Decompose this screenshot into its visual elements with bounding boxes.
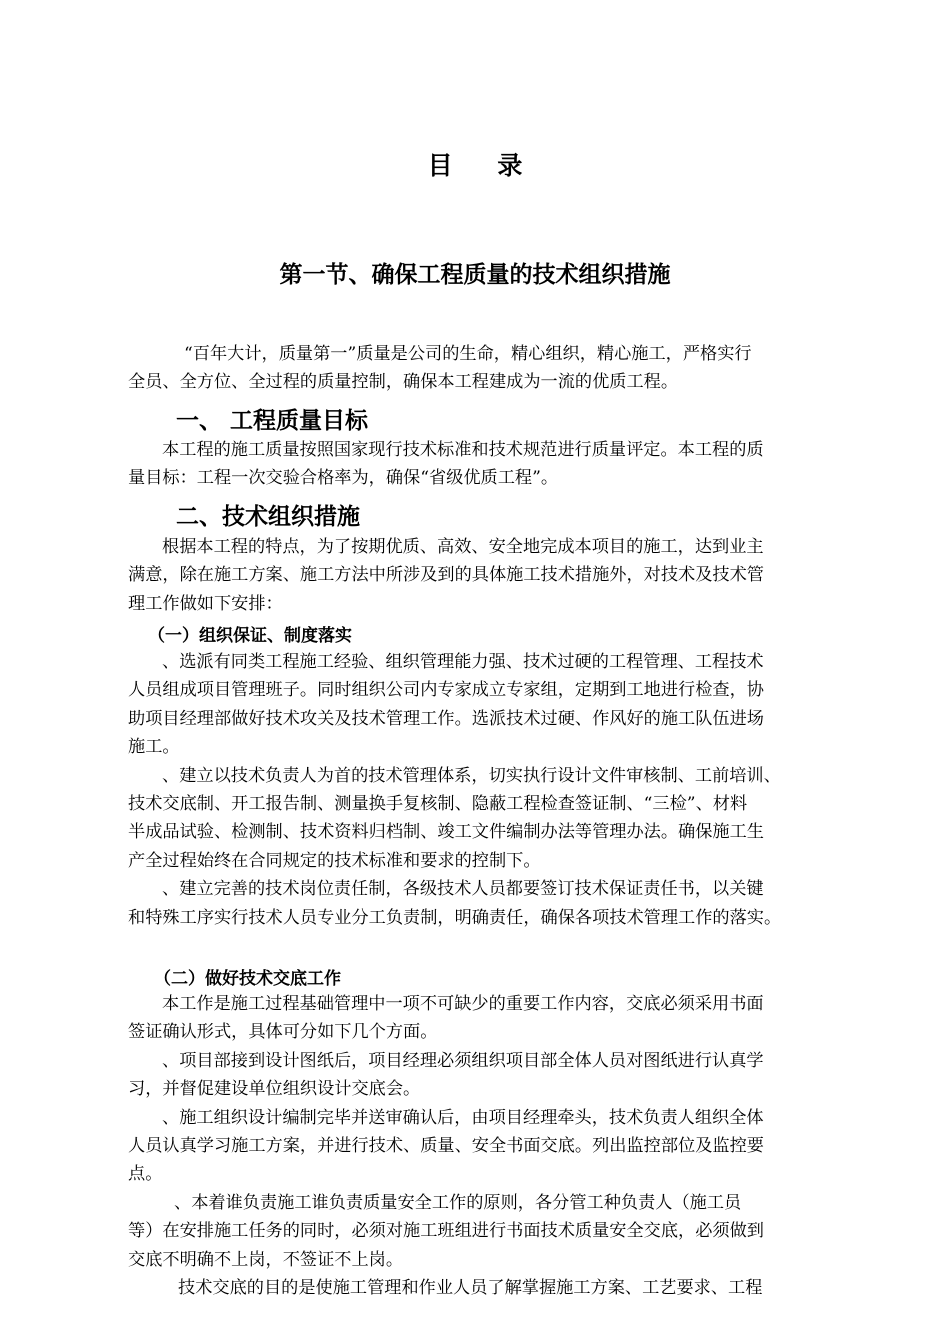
- heading-technical-measures: 二、技术组织措施: [176, 503, 360, 530]
- text-line: 点。: [128, 1164, 163, 1185]
- text-line: 本工程的施工质量按照国家现行技术标准和技术规范进行质量评定。本工程的质: [162, 440, 764, 460]
- text-line: 、施工组织设计编制完毕并送审确认后，由项目经理牵头，技术负责人组织全体: [162, 1107, 764, 1128]
- text-line: 理工作做如下安排：: [128, 593, 283, 614]
- subheading-technical-briefing: （二）做好技术交底工作: [154, 969, 341, 989]
- briefing-paragraphs: [128, 990, 840, 1302]
- text-line: 等）在安排施工任务的同时，必须对施工班组进行书面技术质量安全交底，必须做到: [128, 1221, 764, 1242]
- text-line: “百年大计，质量第一”质量是公司的生命，精心组织，精心施工，严格实行: [184, 344, 752, 364]
- text-line: 助项目经理部做好技术攻关及技术管理工作。选派技术过硬、作风好的施工队伍进场: [128, 708, 764, 729]
- text-line: 产全过程始终在合同规定的技术标准和要求的控制下。: [128, 850, 541, 871]
- text-line: 技术交底制、开工报告制、测量换手复核制、隐蔽工程检查签证制、“三检”、材料: [128, 794, 748, 815]
- text-line: 半成品试验、检测制、技术资料归档制、竣工文件编制办法等管理办法。确保施工生: [128, 822, 764, 843]
- section-title: 第一节、确保工程质量的技术组织措施: [279, 261, 671, 288]
- text-line: 、本着谁负责施工谁负责质量安全工作的原则，各分管工种负责人（施工员: [174, 1192, 742, 1213]
- text-line: 和特殊工序实行技术人员专业分工负责制，明确责任，确保各项技术管理工作的落实。: [128, 907, 782, 928]
- subheading-organization: （一）组织保证、制度落实: [148, 626, 352, 646]
- toc-title: 目 录: [427, 151, 541, 180]
- text-line: 根据本工程的特点，为了按期优质、高效、安全地完成本项目的施工，达到业主: [162, 537, 764, 557]
- text-line: 技术交底的目的是使施工管理和作业人员了解掌握施工方案、工艺要求、工程: [178, 1278, 763, 1299]
- text-line: 全员、全方位、全过程的质量控制，确保本工程建成为一流的优质工程。: [128, 372, 679, 393]
- intro-paragraph: [128, 340, 840, 397]
- text-line: 、选派有同类工程施工经验、组织管理能力强、技术过硬的工程管理、工程技术: [162, 652, 764, 672]
- text-line: 量目标：工程一次交验合格率为，确保“省级优质工程”。: [128, 468, 559, 489]
- heading-quality-goal: 一、 工程质量目标: [176, 407, 369, 434]
- text-line: 、建立完善的技术岗位责任制，各级技术人员都要签订技术保证责任书，以关键: [162, 879, 764, 900]
- text-line: 签证确认形式，具体可分如下几个方面。: [128, 1022, 438, 1043]
- text-line: 人员组成项目管理班子。同时组织公司内专家成立专家组，定期到工地进行检查，协: [128, 680, 764, 701]
- text-line: 施工。: [128, 737, 180, 758]
- text-line: 习，并督促建设单位组织设计交底会。: [128, 1079, 421, 1100]
- measures-intro-paragraph: [128, 533, 840, 618]
- text-line: 、项目部接到设计图纸后，项目经理必须组织项目部全体人员对图纸进行认真学: [162, 1050, 764, 1071]
- organization-paragraphs: [128, 648, 840, 932]
- text-line: 满意，除在施工方案、施工方法中所涉及到的具体施工技术措施外，对技术及技术管: [128, 565, 764, 586]
- text-line: 、建立以技术负责人为首的技术管理体系，切实执行设计文件审核制、工前培训、: [162, 765, 781, 786]
- text-line: 交底不明确不上岗，不签证不上岗。: [128, 1249, 404, 1270]
- text-line: 人员认真学习施工方案，并进行技术、质量、安全书面交底。列出监控部位及监控要: [128, 1136, 764, 1157]
- text-line: 本工作是施工过程基础管理中一项不可缺少的重要工作内容，交底必须采用书面: [162, 994, 764, 1014]
- quality-goal-paragraph: [128, 436, 840, 493]
